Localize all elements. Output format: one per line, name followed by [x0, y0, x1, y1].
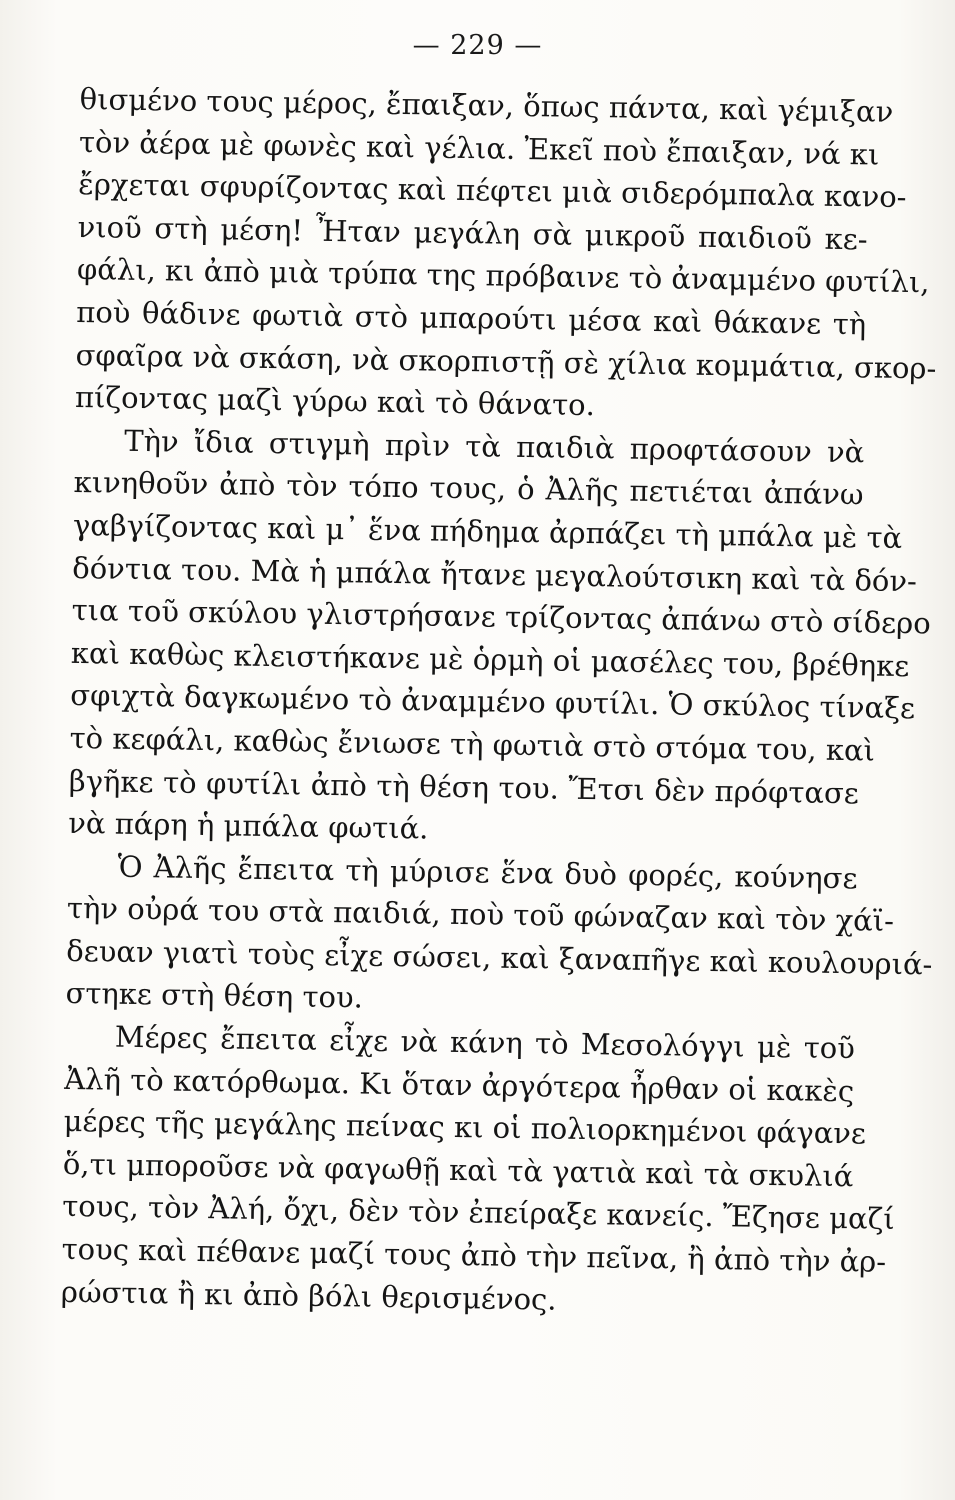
- text-line: τὴν οὐρά του στὰ παιδιά, ποὺ τοῦ φώναζαν καὶ τὸν χάϊ-: [66, 891, 895, 939]
- text-line: πίζοντας μαζὶ γύρω καὶ τὸ θάνατο.: [74, 380, 596, 423]
- text-line: φάλι, κι ἀπὸ μιὰ τρύπα της πρόβαινε τὸ ἀναμμένο φυτίλι,: [76, 252, 930, 300]
- text-line: τους, τὸν Ἀλή, ὄχι, δὲν τὸν ἐπείραξε κανείς. Ἔζησε μαζί: [62, 1189, 895, 1237]
- paragraph-1: [74, 78, 937, 431]
- body-text: [60, 78, 937, 1326]
- text-line: νὰ πάρη ἡ μπάλα φωτιά.: [68, 806, 429, 846]
- text-line: δευαν γιατὶ τοὺς εἶχε σώσει, καὶ ξαναπῆγε καὶ κουλουριά-: [66, 933, 933, 982]
- text-line: κινηθοῦν ἀπὸ τὸν τόπο τους, ὁ Ἀλῆς πετιέται ἀπάνω: [73, 465, 864, 512]
- text-line: τὸ κεφάλι, καθὼς ἔνιωσε τὴ φωτιὰ στὸ στόμα του, καὶ: [69, 720, 876, 768]
- text-line: στηκε στὴ θέση του.: [65, 976, 364, 1016]
- text-line: ρώστια ἢ κι ἀπὸ βόλι θερισμένος.: [60, 1274, 557, 1317]
- text-line: ὅ,τι μποροῦσε νὰ φαγωθῇ καὶ τὰ γατιὰ καὶ τὰ σκυλιά: [62, 1146, 854, 1194]
- text-line: γαβγίζοντας καὶ μ᾽ ἕνα πήδημα ἀρπάζει τὴ μπάλα μὲ τὰ: [72, 507, 903, 555]
- text-line: Τὴν ἴδια στιγμὴ πρὶν τὰ παιδιὰ προφτάσουν νὰ: [124, 423, 865, 470]
- paragraph-3: [65, 845, 933, 1028]
- text-line: βγῆκε τὸ φυτίλι ἀπὸ τὴ θέση του. Ἔτσι δὲν πρόφτασε: [68, 763, 860, 810]
- text-line: Ἀλῆ τὸ κατόρθωμα. Κι ὅταν ἀργότερα ἦρθαν οἱ κακὲς: [64, 1061, 855, 1108]
- paragraph-4: [60, 1015, 895, 1326]
- text-line: τὸν ἀέρα μὲ φωνὲς καὶ γέλια. Ἐκεῖ ποὺ ἔπαιξαν, νά κι: [78, 124, 880, 172]
- page-number: — 229 —: [412, 30, 543, 61]
- text-line: Μέρες ἔπειτα εἶχε νὰ κάνη τὸ Μεσολόγγι μὲ τοῦ: [114, 1019, 856, 1066]
- text-line: ποὺ θάδινε φωτιὰ στὸ μπαρούτι μέσα καὶ θάκανε τὴ: [76, 294, 867, 342]
- text-line: θισμένο τους μέρος, ἔπαιξαν, ὅπως πάντα, καὶ γέμιξαν: [79, 81, 894, 129]
- text-line: Ὁ Ἀλῆς ἔπειτα τὴ μύρισε ἕνα δυὸ φορές, κούνησε: [117, 849, 858, 895]
- text-line: καὶ καθὼς κλειστήκανε μὲ ὁρμὴ οἱ μασέλες του, βρέθηκε: [70, 635, 910, 683]
- text-line: δόντια του. Μὰ ἡ μπάλα ἤτανε μεγαλούτσικη καὶ τὰ δόν-: [72, 550, 918, 598]
- text-line: νιοῦ στὴ μέση! Ἦταν μεγάλη σὰ μικροῦ παιδιοῦ κε-: [77, 209, 868, 257]
- text-line: σφιχτὰ δαγκωμένο τὸ ἀναμμένο φυτίλι. Ὁ σκύλος τίναξε: [70, 678, 916, 726]
- text-line: μέρες τῆς μεγάλης πείνας κι οἱ πολιορκημένοι φάγανε: [63, 1104, 867, 1151]
- text-line: τια τοῦ σκύλου γλιστρήσανε τρίζοντας ἀπάνω στὸ σίδερο: [71, 593, 931, 641]
- paragraph-2: [68, 419, 931, 857]
- text-line: τους καὶ πέθανε μαζί τους ἀπὸ τὴν πεῖνα, ἢ ἀπὸ τὴν ἀρ-: [61, 1231, 887, 1279]
- text-line: σφαῖρα νὰ σκάση, νὰ σκορπιστῇ σὲ χίλια κομμάτια, σκορ-: [75, 337, 937, 386]
- text-line: ἔρχεται σφυρίζοντας καὶ πέφτει μιὰ σιδερόμπαλα κανο-: [78, 167, 907, 215]
